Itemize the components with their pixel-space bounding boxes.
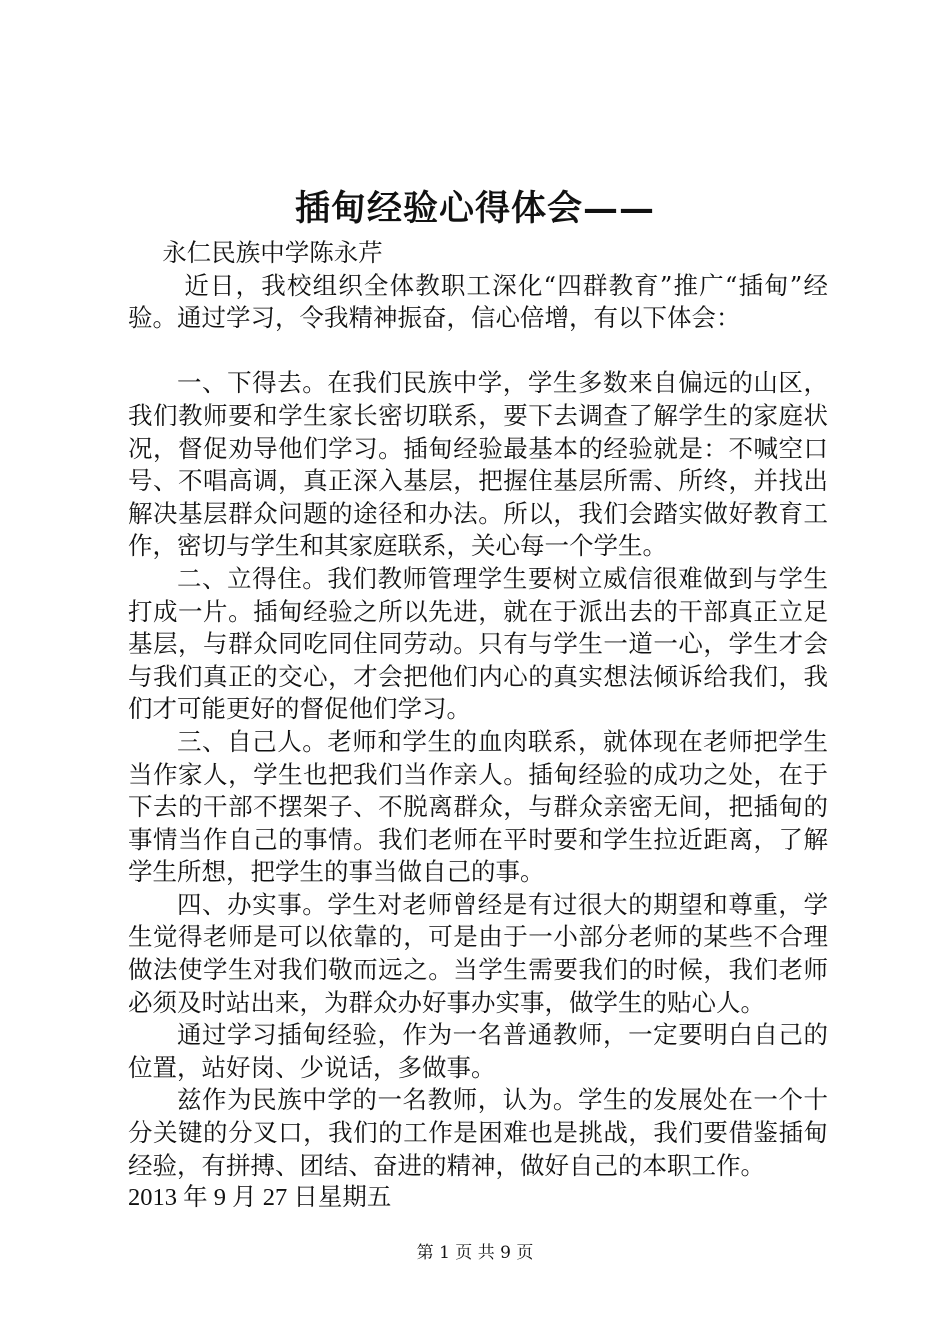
paragraph-point-4: 四、办实事。学生对老师曾经是有过很大的期望和尊重，学生觉得老师是可以依靠的，可是由于一小部分老师的某些不合理做法使学生对我们敬而远之。当学生需要我们的时候，我们老师必须及时站出来，为群众办好事办实事，做学生的贴心人。 bbox=[128, 889, 828, 1017]
blank-line bbox=[128, 335, 828, 368]
paragraph-point-3: 三、自己人。老师和学生的血肉联系，就体现在老师把学生当作家人，学生也把我们当作亲人。插甸经验的成功之处，在于下去的干部不摆架子、不脱离群众，与群众亲密无间，把插甸的事情当作自己的事情。我们老师在平时要和学生拉近距离，了解学生所想，把学生的事当做自己的事。 bbox=[128, 726, 828, 887]
paragraph-point-2: 二、立得住。我们教师管理学生要树立威信很难做到与学生打成一片。插甸经验之所以先进，就在于派出去的干部真正立足基层，与群众同吃同住同劳动。只有与学生一道一心，学生才会与我们真正的交心，才会把他们内心的真实想法倾诉给我们，我们才可能更好的督促他们学习。 bbox=[128, 563, 828, 724]
paragraph-point-1: 一、下得去。在我们民族中学，学生多数来自偏远的山区，我们教师要和学生家长密切联系，要下去调查了解学生的家庭状况，督促劝导他们学习。插甸经验最基本的经验就是：不喊空口号、不唱高调，真正深入基层，把握住基层所需、所终，并找出解决基层群众问题的途径和办法。所以，我们会踏实做好教育工作，密切与学生和其家庭联系，关心每一个学生。 bbox=[128, 368, 828, 561]
paragraph-intro: 近日，我校组织全体教职工深化“四群教育”推广“插甸”经验。通过学习，令我精神振奋，信心倍增，有以下体会： bbox=[128, 270, 828, 333]
document-title: 插甸经验心得体会—— bbox=[294, 188, 655, 229]
paragraph-summary: 通过学习插甸经验，作为一名普通教师，一定要明白自己的位置，站好岗、少说话，多做事。 bbox=[128, 1020, 828, 1082]
paragraph-conclusion: 兹作为民族中学的一名教师，认为。学生的发展处在一个十分关键的分叉口，我们的工作是困难也是挑战，我们要借鉴插甸经验，有拼搏、团结、奋进的精神，做好自己的本职工作。 bbox=[128, 1085, 828, 1180]
page-footer: 第 1 页 共 9 页 bbox=[416, 1243, 534, 1263]
date-line: 2013 年 9 月 27 日星期五 bbox=[128, 1184, 392, 1212]
author-line: 永仁民族中学陈永芹 bbox=[162, 238, 383, 267]
document-body bbox=[128, 237, 828, 1215]
